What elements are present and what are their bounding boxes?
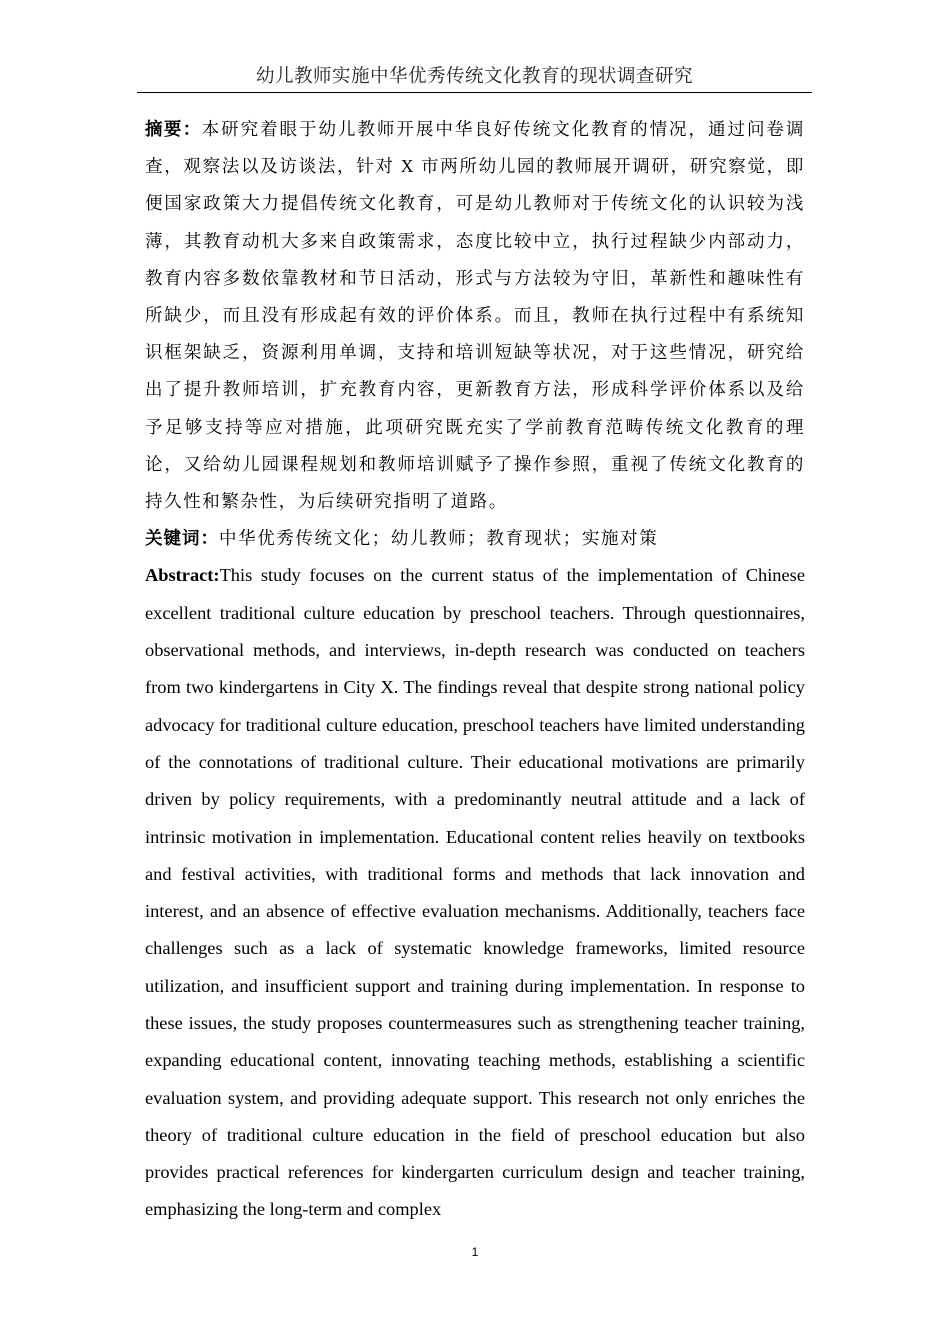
keywords-cn-text: 中华优秀传统文化；幼儿教师；教育现状；实施对策: [219, 528, 659, 549]
abstract-en-paragraph: [145, 557, 805, 1228]
page-body: [145, 111, 805, 1229]
abstract-cn-label: 摘要：: [145, 119, 202, 139]
page-number: 1: [471, 1245, 479, 1259]
abstract-cn-paragraph: [145, 111, 805, 520]
keywords-cn-paragraph: [145, 520, 805, 557]
abstract-cn-text: 本研究着眼于幼儿教师开展中华良好传统文化教育的情况，通过问卷调查，观察法以及访谈法，针对 X 市两所幼儿园的教师展开调研，研究察觉，即便国家政策大力提倡传统文化教育，可是幼儿教师对于传统文化的认识较为浅薄，其教育动机大多来自政策需求，态度比较中立，执行过程缺少内部动力，教育内容多数依靠教材和节日活动，形式与方法较为守旧，革新性和趣味性有所缺少，而且没有形成起有效的评价体系。而且，教师在执行过程中有系统知识框架缺乏，资源利用单调，支持和培训短缺等状况，对于这些情况，研究给出了提升教师培训，扩充教育内容，更新教育方法，形成科学评价体系以及给予足够支持等应对措施，此项研究既充实了学前教育范畴传统文化教育的理论，又给幼儿园课程规划和教师培训赋予了操作参照，重视了传统文化教育的持久性和繁杂性，为后续研究指明了道路。: [145, 119, 806, 512]
abstract-en-label: Abstract:: [145, 565, 220, 586]
header-rule: [137, 92, 812, 93]
abstract-en-text: This study focuses on the current status of the implementation of Chinese excellent traditional culture education by preschool teachers. Through questionnaires, observational methods, and interviews, in-depth research was conducted on teachers from two kindergartens in City X. The findings reveal that despite strong national policy advocacy for traditional culture education, preschool teachers have limited understanding of the connotations of traditional culture. Their educational motivations are primarily driven by policy requirements, with a predominantly neutral attitude and a lack of intrinsic motivation in implementation. Educational content relies heavily on textbooks and festival activities, with traditional forms and methods that lack innovation and interest, and an absence of effective evaluation mechanisms. Additionally, teachers face challenges such as a lack of systematic knowledge frameworks, limited resource utilization, and insufficient support and training during implementation. In response to these issues, the study proposes countermeasures such as strengthening teacher training, expanding educational content, innovating teaching methods, establishing a scientific evaluation system, and providing adequate support. This research not only enriches the theory of traditional culture education in the field of preschool education but also provides practical references for kindergarten curriculum design and teacher training, emphasizing the long-term and complex: [145, 565, 805, 1220]
keywords-cn-label: 关键词：: [145, 528, 219, 549]
running-header: 幼儿教师实施中华优秀传统文化教育的现状调查研究: [255, 67, 693, 87]
